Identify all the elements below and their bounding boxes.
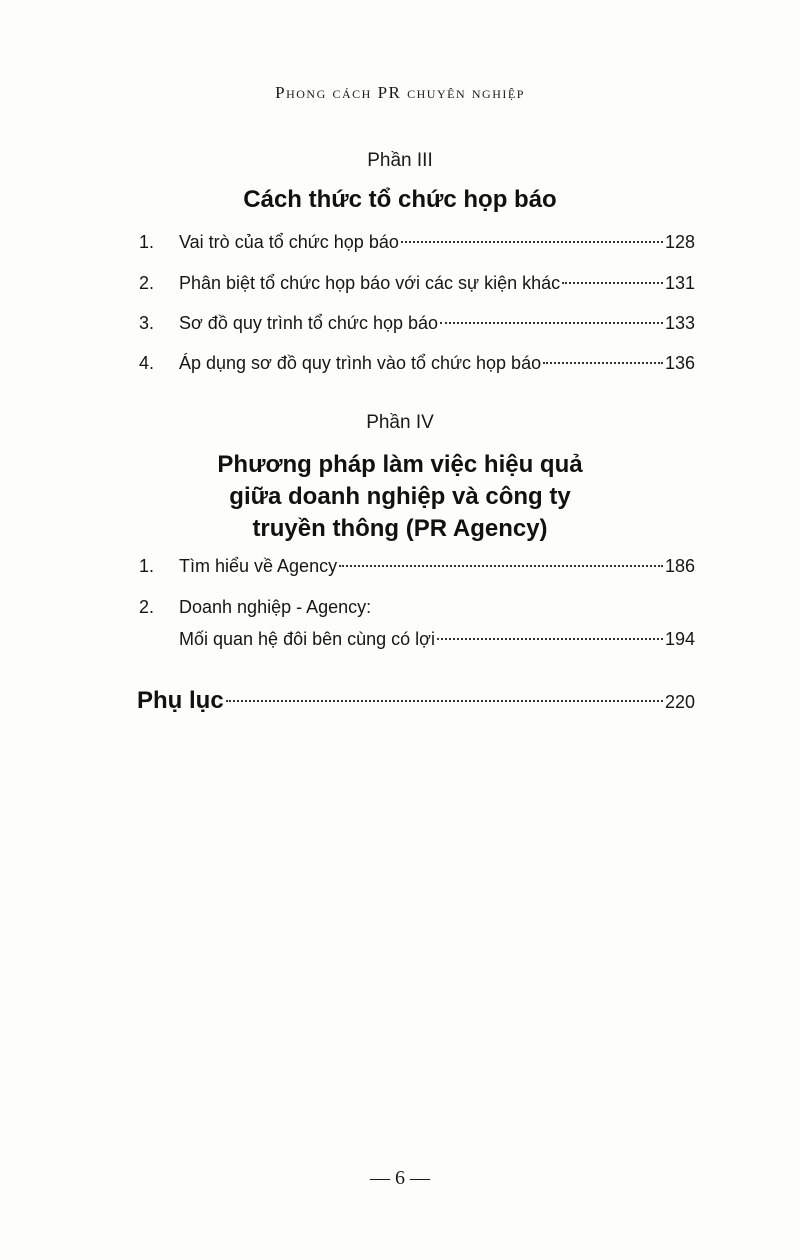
appendix-title: Phụ lục [137,687,224,714]
toc-entry-number: 4. [139,353,155,373]
toc-entry-number: 2. [139,273,155,293]
dot-leader [543,362,663,364]
toc-entry[interactable] [139,553,695,579]
toc-entry-number: 1. [139,232,155,252]
toc-entry-title: Vai trò của tổ chức họp báo [179,232,399,252]
toc-entry-title: Doanh nghiệp - Agency: [179,597,372,617]
dot-leader [226,700,663,702]
toc-entry-page: 128 [664,232,695,252]
appendix-page: 220 [664,692,695,712]
dot-leader [437,638,663,640]
toc-entry-title: Phân biệt tổ chức họp báo với các sự kiện khác [179,273,561,293]
toc-entry-title: Tìm hiểu về Agency [179,556,338,576]
dot-leader [401,241,663,243]
toc-entry[interactable] [139,310,695,336]
toc-entry-second-line[interactable] [139,626,695,652]
dot-leader [440,322,663,324]
part-4-label: Phần IV [366,412,434,433]
toc-entry[interactable] [139,229,695,255]
toc-entry-page: 136 [664,353,695,373]
page-number: — 6 — [370,1167,430,1189]
toc-entry-number: 3. [139,313,155,333]
part-4-title-line-3: truyền thông (PR Agency) [252,515,548,542]
toc-appendix-entry[interactable] [137,684,695,718]
toc-entry-page: 133 [664,313,695,333]
running-header: Phong cách PR chuyên nghiệp [275,83,525,102]
part-3-title: Cách thức tổ chức họp báo [243,186,557,213]
toc-entry[interactable] [139,270,695,296]
dot-leader [562,282,663,284]
toc-entry[interactable] [139,350,695,376]
toc-entry-first-line[interactable] [139,594,695,620]
toc-entry-page: 194 [664,629,695,649]
toc-entry-number: 1. [139,556,155,576]
part-4-title-line-1: Phương pháp làm việc hiệu quả [217,451,583,478]
part-4-title-line-2: giữa doanh nghiệp và công ty [229,483,571,510]
toc-entry-number: 2. [139,597,155,617]
toc-entry-title-continued: Mối quan hệ đôi bên cùng có lợi [179,629,435,649]
toc-entry-page: 186 [664,556,695,576]
toc-entry-title: Sơ đồ quy trình tổ chức họp báo [179,313,439,333]
toc-entry-title: Áp dụng sơ đồ quy trình vào tổ chức họp báo [179,353,542,373]
part-3-label: Phần III [367,150,433,171]
dot-leader [339,565,663,567]
toc-entry-page: 131 [664,273,695,293]
